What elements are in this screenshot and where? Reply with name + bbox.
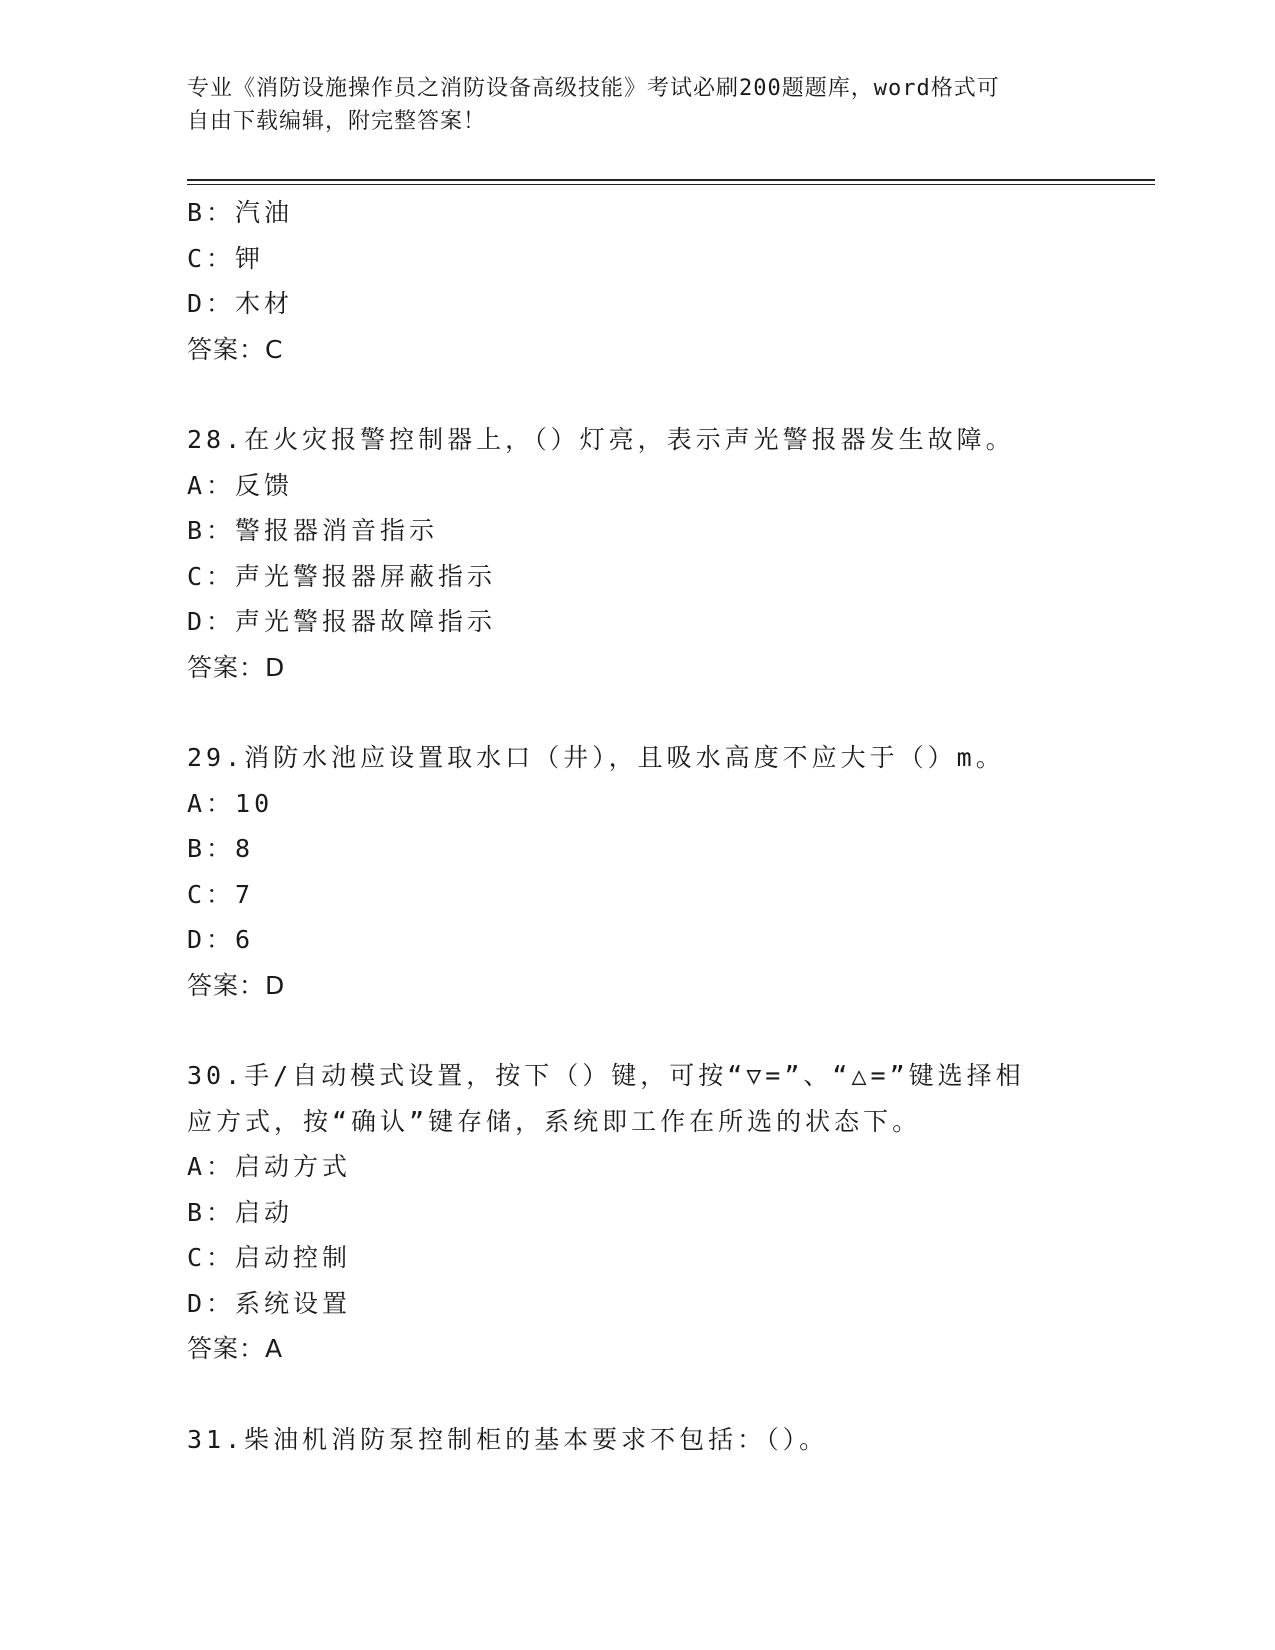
option-b: B：启动 [187, 1197, 294, 1227]
spacer [187, 372, 1147, 417]
option-a: A：启动方式 [187, 1152, 352, 1181]
question-27-continued [187, 190, 1147, 372]
header-line-1: 专业《消防设施操作员之消防设备高级技能》考试必刷200题题库，word格式可 [187, 76, 1000, 101]
option-d: D：木材 [187, 289, 294, 318]
answer-line: 答案：D [187, 970, 286, 1000]
answer-line: 答案：C [187, 334, 284, 364]
spacer [187, 690, 1147, 735]
question-list [187, 190, 1147, 1462]
option-a: A：10 [187, 788, 274, 818]
question-stem: 29.消防水池应设置取水口（井），且吸水高度不应大于（）m。 [187, 743, 1005, 772]
option-b: B：8 [187, 834, 255, 863]
option-d: D：系统设置 [187, 1288, 352, 1318]
question-stem: 31.柴油机消防泵控制柜的基本要求不包括：（）。 [187, 1424, 829, 1454]
option-c: C：启动控制 [187, 1243, 352, 1272]
question-stem-continued: 应方式，按“确认”键存储，系统即工作在所选的状态下。 [187, 1106, 922, 1136]
option-c: C：7 [187, 879, 255, 909]
option-d: D：6 [187, 925, 255, 954]
option-b: B：汽油 [187, 198, 294, 227]
document-header [187, 72, 1067, 138]
spacer [187, 1008, 1147, 1053]
question-stem: 28.在火灾报警控制器上，（）灯亮，表示声光警报器发生故障。 [187, 425, 1015, 454]
option-b: B：警报器消音指示 [187, 516, 439, 545]
option-a: A：反馈 [187, 470, 294, 500]
answer-line: 答案：D [187, 652, 286, 682]
spacer [187, 1372, 1147, 1417]
header-divider [187, 179, 1155, 185]
option-c: C：钾 [187, 243, 265, 273]
question-28 [187, 417, 1147, 690]
header-line-2: 自由下载编辑，附完整答案！ [187, 109, 487, 134]
option-c: C：声光警报器屏蔽指示 [187, 561, 497, 591]
question-30 [187, 1053, 1147, 1372]
question-stem: 30.手/自动模式设置，按下（）键，可按“▽=”、“△=”键选择相 [187, 1061, 1025, 1090]
question-29 [187, 735, 1147, 1008]
question-31 [187, 1417, 1147, 1463]
option-d: D：声光警报器故障指示 [187, 607, 497, 636]
answer-line: 答案：A [187, 1334, 284, 1363]
